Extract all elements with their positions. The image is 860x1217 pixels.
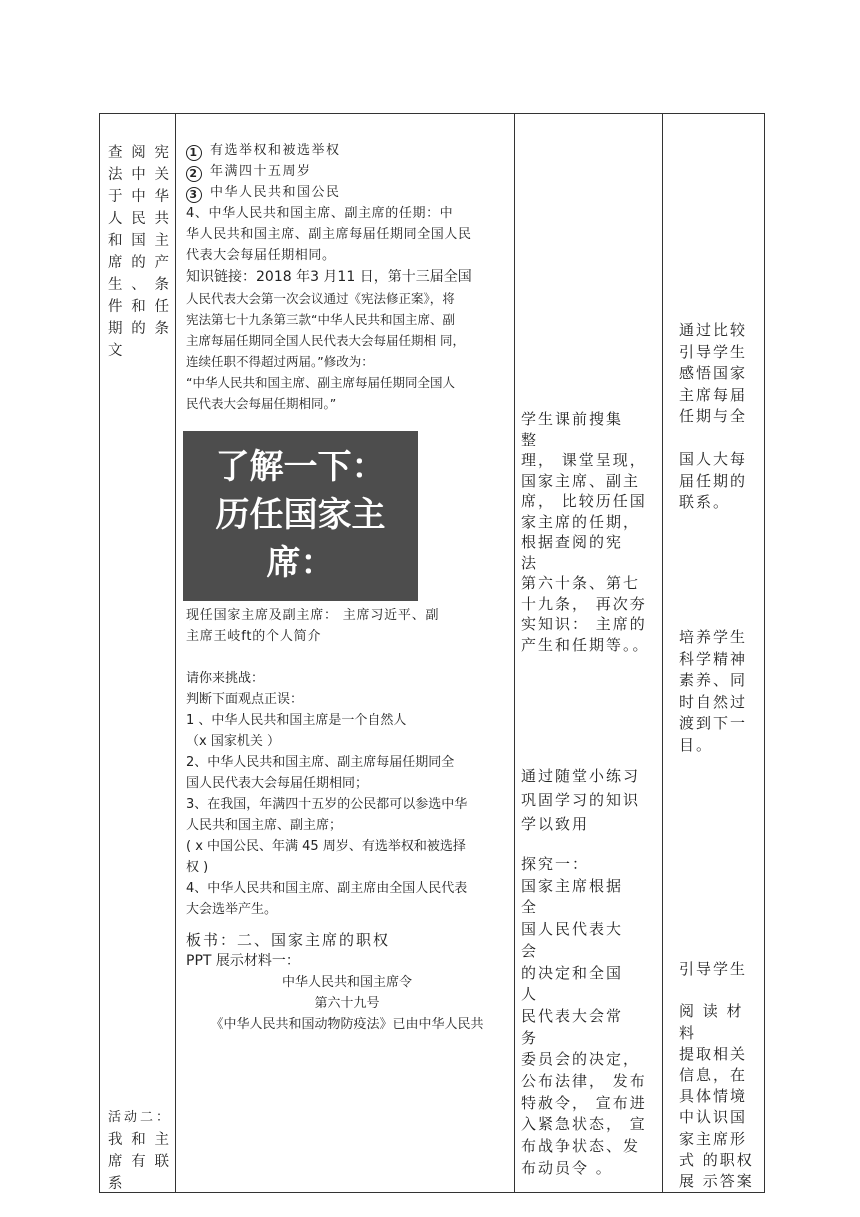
judge-title: 判断下面观点正误： [186,692,304,707]
knowledge-line: 宪法第七十九条第三款“中华人民共和国主席、副 [186,312,455,327]
decree-line: 第六十九号 [314,996,380,1011]
past-presidents-banner [183,431,418,601]
judge-line: 大会选举产生。 [186,902,278,917]
design-intent-line: 培养学生 [679,628,748,646]
content-column [186,140,508,414]
reading-task-text [108,142,172,362]
ppt-title: PPT 展示材料一： [186,953,300,969]
judge-line: 国人民代表大会每届任期相同； [186,776,369,791]
student-activity-line: 实知识： 主席的 [521,615,647,633]
design-intent-line: 信息，在 [679,1066,748,1085]
student-activity-line: 学生课前搜集 [521,410,624,428]
knowledge-line: 主席每届任期同全国人民代表大会每届任期相 同， [186,333,465,348]
design-intent-line: 主席每届 [679,385,748,404]
student-activity-block-3 [521,854,647,1180]
student-activity-line: 布动员令 。 [521,1158,613,1177]
student-activity-block-1 [521,409,650,655]
reading-task-line: 于中华 [108,189,172,205]
student-activity-line: 整 [521,430,539,449]
knowledge-line: 民代表大会每届任期相同。” [186,396,337,411]
content-lower [186,605,508,1035]
design-intent-line: 联系。 [679,493,731,511]
condition-text: 年满四十五周岁 [210,164,312,179]
student-activity-line: 全 [521,898,539,917]
activity-two-title [108,1107,172,1195]
judge-line: 3、在我国，年满四十五岁的公民都可以参选中华 [186,797,468,812]
intro-line: 现任国家主席及副主席： 主席习近平、副 [186,608,440,623]
circled-number-icon: 2 [186,166,202,182]
activity-column [108,142,173,1192]
circled-number-icon: 3 [186,187,202,203]
reading-task-line: 件和任 [108,299,172,315]
design-intent-line: 引导学生 [679,342,748,361]
activity-title-line: 活动二： [108,1110,173,1125]
activity-title-line: 系 [108,1176,126,1192]
condition-item [186,161,508,182]
column-divider [175,114,176,1192]
judge-line: （x 国家机关 ） [186,734,280,749]
student-activity-line: 委员会的决定， [521,1050,641,1069]
term-line: 4、中华人民共和国主席、副主席的任期：中 [186,206,454,221]
student-activity-line: 巩固学习的知识 [521,791,641,809]
reading-task-line: 查阅宪 [108,145,172,161]
term-paragraph [186,203,508,266]
circled-number-icon: 1 [186,145,202,161]
design-intent-block-1 [679,320,747,514]
student-activity-line: 公布法律， 发布 [521,1072,647,1091]
student-activity-line: 国家主席、副主 [521,471,641,490]
design-intent-line: 目。 [679,735,714,754]
column-divider [514,114,515,1192]
reading-task-line: 文 [108,343,126,359]
conditions-list [186,140,508,203]
student-activity-line: 学以致用 [521,815,590,833]
banner-line: 席： [266,543,335,583]
banner-line: 了解一下： [215,447,386,487]
design-intent-line: 引导学生 [679,960,748,978]
current-president-intro [186,605,508,647]
design-intent-line: 素养、同 [679,671,748,689]
reading-task-line: 法中关 [108,167,172,183]
design-intent-column [669,114,761,1194]
design-intent-line: 时自然过 [679,692,748,711]
decree-line: 《中华人民共和国动物防疫法》已由中华人民共 [210,1017,484,1032]
judge-line: 1 、中华人民共和国主席是一个自然人 [186,713,407,728]
design-intent-line [679,428,747,450]
board-title: 板书：二、国家主席的职权 [186,931,391,949]
reading-task-line: 和国主 [108,233,172,249]
design-intent-line: 中认识国 [679,1108,748,1127]
design-intent-line: 科学精神 [679,649,748,668]
condition-item [186,140,508,161]
design-intent-line: 渡到下一 [679,714,748,732]
student-activity-line: 理， 课堂呈现， [521,451,647,469]
decree-line: 中华人民共和国主席令 [281,975,412,990]
design-intent-block-2 [679,627,747,756]
student-activity-line: 家主席的任期， [521,512,641,531]
reading-task-line: 生、条 [108,277,172,293]
student-activity-line: 布战争状态、发 [521,1137,641,1156]
intro-line: 主席王岐ft的个人简介 [186,629,322,644]
design-intent-line: 提取相关 [679,1044,748,1063]
condition-item [186,182,508,203]
design-intent-line: 料 [679,1023,697,1042]
judge-line: 4、中华人民共和国主席、副主席由全国人民代表 [186,881,468,896]
reading-task-line: 席的产 [108,255,172,271]
student-activity-line: 务 [521,1028,539,1047]
student-activity-line: 国人民代表大 [521,920,624,939]
design-intent-line: 国人大每 [679,450,748,468]
student-activity-line: 入紧急状态， 宣 [521,1115,647,1134]
design-intent-line [679,980,754,1001]
reading-task-line: 期的条 [108,321,172,337]
term-line: 华人民共和国主席、副主席每届任期同全国人民 [186,227,472,242]
design-intent-line: 家主席形 [679,1129,748,1148]
student-activity-line: 产生和任期等。。 [521,635,650,654]
knowledge-line: 连续任职不得超过两届。”修改为： [186,354,374,369]
design-intent-line: 阅 读 材 [679,1002,744,1021]
design-intent-line: 届任期的 [679,471,748,490]
student-activity-line: 席， 比较历任国 [521,492,647,510]
student-activity-line: 通过随堂小练习 [521,767,641,785]
activity-title-line: 我和主 [108,1132,172,1148]
student-activity-line: 国家主席根据 [521,876,624,895]
judge-line: 权 ) [186,860,209,875]
judge-statements [186,710,508,920]
judge-line: 2、中华人民共和国主席、副主席每届任期同全 [186,755,455,770]
student-activity-column [521,114,661,1194]
design-intent-line: 感悟国家 [679,364,748,382]
knowledge-line: “中华人民共和国主席、副主席每届任期同全国人 [186,375,455,390]
student-activity-line: 十九条， 再次夯 [521,594,647,613]
student-activity-line: 根据查阅的宪 [521,533,624,551]
judge-line: ( x 中国公民、年满 45 周岁、有选举权和被选择 [186,839,466,854]
condition-text: 中华人民共和国公民 [210,185,341,200]
banner-line: 历任国家主 [215,495,386,535]
activity-title-line: 席有联 [108,1154,172,1170]
design-intent-line: 具体情境 [679,1087,748,1106]
column-divider [662,114,663,1192]
student-activity-line: 的决定和全国 [521,963,624,982]
design-intent-line: 展 示答案 [679,1172,754,1191]
knowledge-line: 知识链接：2018 年3 月11 日，第十三届全国 [186,269,472,285]
reading-task-line: 人民共 [108,211,172,227]
design-intent-line: 式 的职权 [679,1150,754,1169]
student-activity-block-2 [521,764,640,836]
condition-text: 有选举权和被选举权 [210,143,341,158]
student-activity-line: 探究一： [521,855,590,873]
student-activity-line: 特赦令， 宣布进 [521,1093,647,1112]
presidential-decree [186,972,508,1035]
knowledge-link-paragraph [186,267,508,414]
design-intent-block-3 [679,959,754,1192]
student-activity-line: 会 [521,941,539,960]
design-intent-line: 通过比较 [679,321,748,339]
student-activity-line: 人 [521,985,539,1004]
term-line: 代表大会每届任期相同。 [186,248,336,263]
challenge-title: 请你来挑战： [186,671,265,686]
student-activity-line: 民代表大会常 [521,1006,624,1025]
knowledge-line: 人民代表大会第一次会议通过《宪法修正案》，将 [186,291,455,306]
student-activity-line: 法 [521,553,539,572]
design-intent-line: 任期与全 [679,407,748,425]
student-activity-line: 第六十条、第七 [521,574,641,592]
judge-line: 人民共和国主席、副主席； [186,818,343,833]
